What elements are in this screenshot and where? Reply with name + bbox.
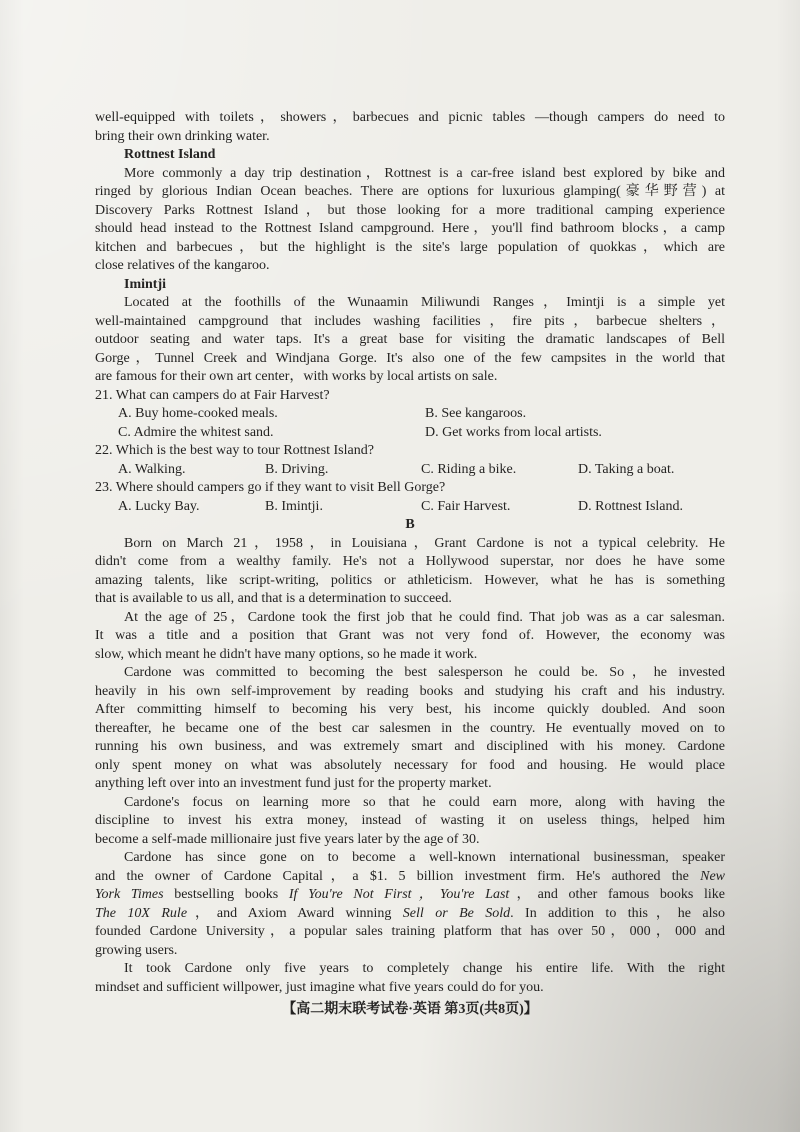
italic-title: York Times (95, 887, 164, 902)
text-segment: bestselling books (163, 887, 289, 902)
question-22 (95, 442, 725, 479)
text-line: running his own business, and was extremely smart and disciplined with his money. Cardone (95, 739, 725, 754)
section-label-b: B (405, 517, 415, 532)
page-body (95, 109, 725, 997)
text-line: slow, which meant he didn't have many options, so he made it work. (95, 646, 478, 662)
text-line: didn't come from a wealthy family. He's not a Hollywood superstar, nor does he have some (95, 554, 725, 569)
option-d: D. Taking a boat. (578, 461, 675, 477)
text-line: close relatives of the kangaroo. (95, 258, 270, 273)
text-line: kitchen and barbecues，but the highlight is the site's large population of quokkas，which are (95, 239, 725, 255)
text-line: mindset and sufficient willpower, just imagine what five years could do for you. (95, 979, 544, 995)
text-line: well-maintained campground that includes washing facilities，fire pits，barbecue shelters， (95, 313, 725, 329)
question-23 (95, 479, 725, 516)
text-line: ringed by glorious Indian Ocean beaches. There are options for luxurious glamping(豪华野营) at (95, 184, 725, 199)
passage-b-paragraph-5 (95, 849, 725, 960)
option-d: D. Rottnest Island. (578, 498, 683, 514)
italic-title: The 10X Rule (95, 905, 188, 921)
text-line: Cardone was committed to becoming the best salesperson he could be. So，he invested (124, 665, 725, 680)
text-line: More commonly a day trip destination，Rottnest is a car-free island best explored by bike and (124, 165, 725, 181)
text-segment: . In addition to this，he also (510, 905, 725, 921)
option-a: A. Lucky Bay. (118, 498, 200, 514)
text-line: outdoor seating and water taps. It's a great base for visiting the dramatic landscapes of Bell (95, 332, 725, 347)
text-line: Cardone's focus on learning more so that he could earn more, along with having the (124, 794, 725, 810)
text-line: Cardone has since gone on to become a well-known international businessman, speaker (124, 850, 725, 865)
text-line: At the age of 25，Cardone took the first job that he could find. That job was as a car salesman. (124, 609, 725, 625)
option-a: A. Walking. (118, 461, 186, 477)
passage-b-paragraph-1 (95, 535, 725, 609)
text-line: Discovery Parks Rottnest Island，but those looking for a more traditional camping experience (95, 202, 725, 218)
question-stem: 23. Where should campers go if they want to visit Bell Gorge? (95, 480, 446, 495)
text-line: are famous for their own art center，with works by local artists on sale. (95, 369, 498, 384)
site-heading-rottnest-island: Rottnest Island (124, 147, 216, 162)
text-line (95, 886, 725, 905)
question-options (95, 405, 725, 442)
continued-paragraph (95, 109, 725, 146)
text-line: discipline to invest his extra money, instead of wasting it on useless things, helped him (95, 813, 725, 828)
text-line: It took Cardone only five years to completely change his entire life. With the right (124, 961, 725, 976)
text-line (95, 868, 725, 887)
italic-title: If You're Not First，You're Last (288, 887, 510, 902)
option-a: A. Buy home-cooked meals. (118, 406, 278, 421)
site-paragraph-imintji (95, 294, 725, 387)
question-stem: 22. Which is the best way to tour Rottnest Island? (95, 443, 374, 458)
option-b: B. Driving. (265, 461, 329, 477)
text-line: founded Cardone University，a popular sales training platform that has over 50，000，000 and (95, 924, 725, 939)
text-line: well-equipped with toilets，showers，barbecues and picnic tables —though campers do need to (95, 110, 725, 125)
text-line: Gorge，Tunnel Creek and Windjana Gorge. It's also one of the few campsites in the world that (95, 350, 725, 366)
text-line: growing users. (95, 942, 178, 958)
passage-b-paragraph-6 (95, 960, 725, 997)
text-line: become a self-made millionaire just five years later by the age of 30. (95, 831, 480, 847)
text-segment: and the owner of Cardone Capital，a $1. 5 billion investment firm. He's authored the (95, 868, 701, 884)
page-footer: 【高二期末联考试卷·英语 第3页(共8页)】 (282, 1002, 538, 1017)
site-heading-imintji: Imintji (124, 276, 166, 292)
text-line: amazing talents, like script-writing, politics or athleticism. However, what he has is something (95, 572, 725, 588)
option-c: C. Riding a bike. (421, 461, 517, 477)
text-line: heavily in his own self-improvement by reading books and studying his craft and his industry. (95, 683, 725, 699)
passage-b-paragraph-2 (95, 609, 725, 665)
text-segment: ，and other famous books like (509, 887, 725, 902)
passage-b-paragraph-3 (95, 664, 725, 794)
option-c: C. Fair Harvest. (421, 498, 511, 514)
option-d: D. Get works from local artists. (425, 424, 602, 440)
text-line: After committing himself to becoming his very best, his income quickly doubled. And soon (95, 702, 725, 717)
text-line: bring their own drinking water. (95, 128, 270, 144)
option-b: B. See kangaroos. (425, 406, 527, 421)
text-line: It was a title and a position that Grant was not very fond of. However, the economy was (95, 628, 725, 643)
text-line: anything left over into an investment fund just for the property market. (95, 776, 492, 791)
passage-b-paragraph-4 (95, 794, 725, 850)
text-line: thereafter, he became one of the best car salesmen in the country. He eventually moved on to (95, 720, 725, 736)
text-line (95, 905, 725, 924)
text-line: that is available to us all, and that is a determination to succeed. (95, 591, 452, 606)
question-stem: 21. What can campers do at Fair Harvest? (95, 387, 330, 403)
question-21 (95, 387, 725, 443)
text-segment: ，and Axiom Award winning (187, 905, 403, 921)
text-line: Located at the foothills of the Wunaamin Miliwundi Ranges，Imintji is a simple yet (124, 295, 725, 310)
option-b: B. Imintji. (265, 498, 323, 514)
text-line: only spent money on what was absolutely necessary for food and housing. He would place (95, 757, 725, 773)
question-options (95, 461, 725, 480)
option-c: C. Admire the whitest sand. (118, 424, 274, 440)
italic-title: Sell or Be Sold (402, 905, 511, 921)
italic-title: New (700, 868, 725, 884)
text-line: Born on March 21，1958，in Louisiana，Grant Cardone is not a typical celebrity. He (124, 535, 725, 551)
site-paragraph-rottnest-island (95, 165, 725, 276)
text-line: should head instead to the Rottnest Island campground. Here，you'll find bathroom blocks，a camp (95, 221, 725, 236)
question-options (95, 498, 725, 517)
